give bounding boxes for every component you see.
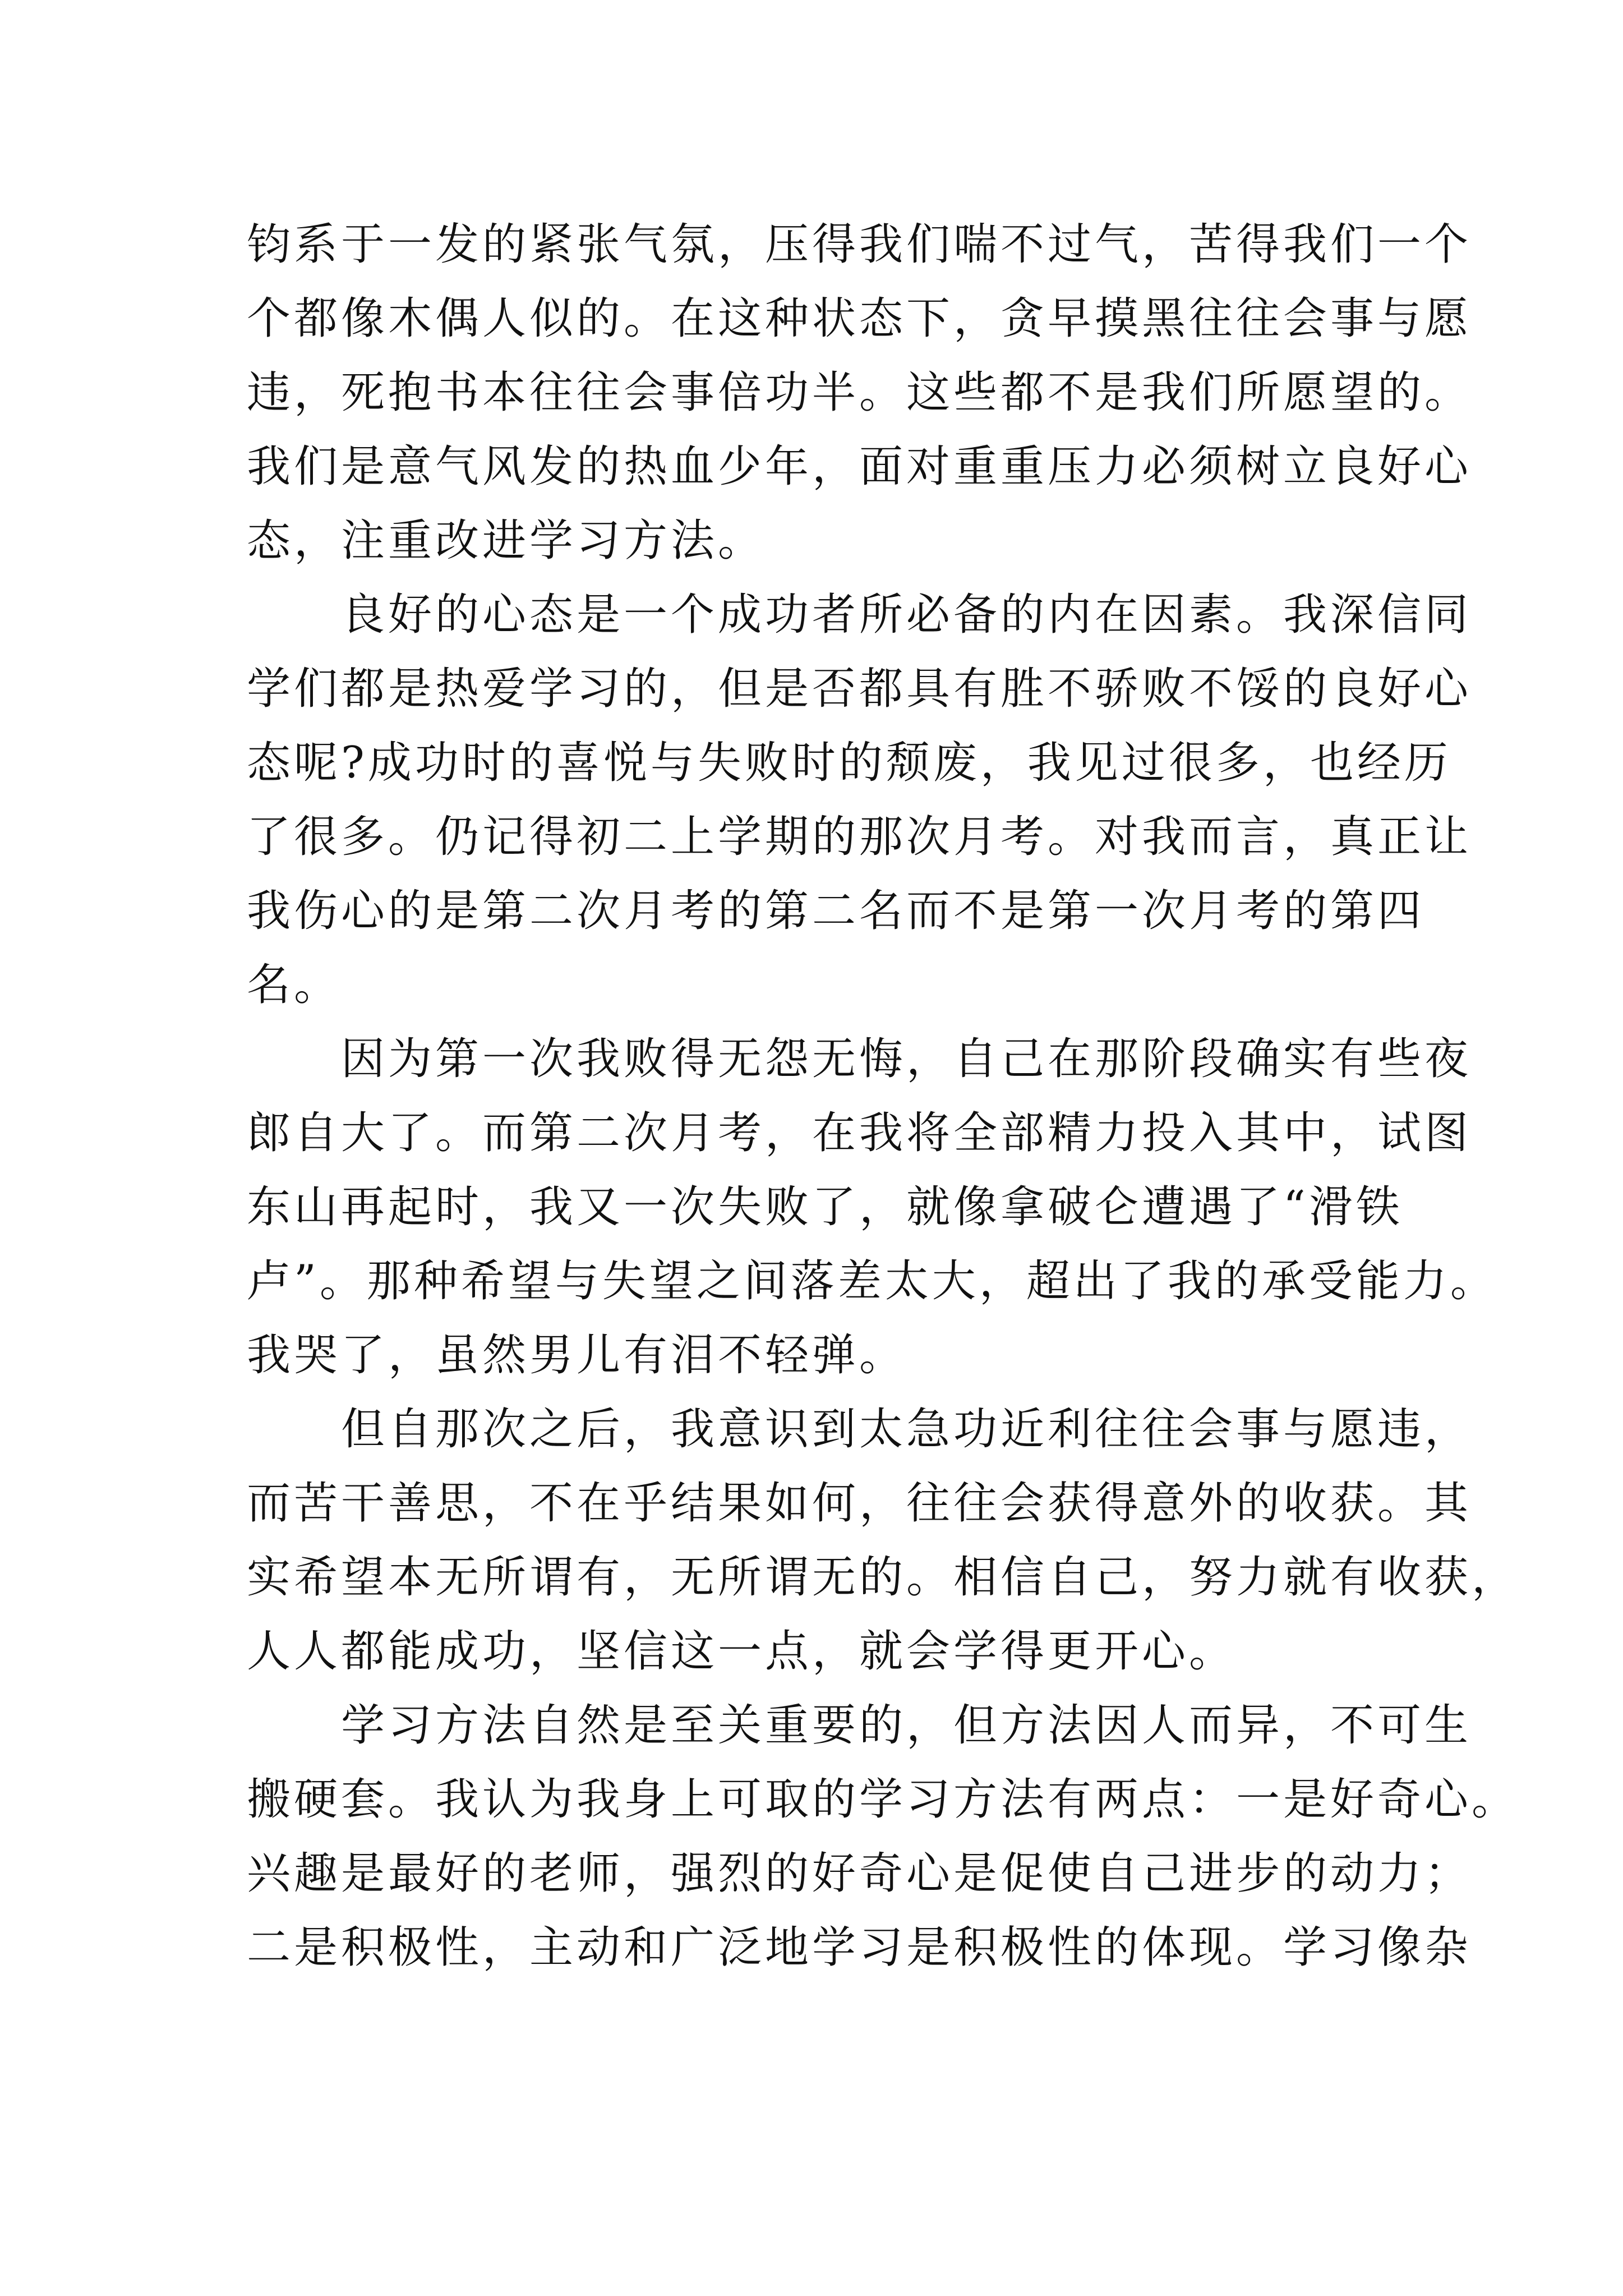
text-line: 态，注重改进学习方法。 — [247, 516, 766, 566]
text-line: 个都像木偶人似的。在这种状态下，贪早摸黑往往会事与愿 — [247, 293, 1472, 344]
text-line: 违，死抱书本往往会事倍功半。这些都不是我们所愿望的。 — [247, 367, 1472, 418]
text-line: 我伤心的是第二次月考的第二名而不是第一次月考的第四 — [247, 886, 1425, 936]
text-line: 而苦干善思，不在乎结果如何，往往会获得意外的收获。其 — [247, 1478, 1472, 1529]
text-line: 人人都能成功，坚信这一点，就会学得更开心。 — [247, 1626, 1237, 1677]
text-line: 二是积极性，主动和广泛地学习是积极性的体现。学习像杂 — [247, 1922, 1472, 1973]
text-line: 钧系于一发的紧张气氛，压得我们喘不过气，苦得我们一个 — [247, 219, 1472, 270]
text-line: 名。 — [247, 960, 342, 1010]
text-line: 卢”。那种希望与失望之间落差太大，超出了我的承受能力。 — [247, 1256, 1497, 1306]
text-line: 郎自大了。而第二次月考，在我将全部精力投入其中，试图 — [247, 1108, 1472, 1158]
text-line: 学习方法自然是至关重要的，但方法因人而异，不可生 — [247, 1700, 1472, 1751]
text-line: 良好的心态是一个成功者所必备的内在因素。我深信同 — [247, 590, 1472, 640]
text-line: 我们是意气风发的热血少年，面对重重压力必须树立良好心 — [247, 441, 1472, 492]
text-line: 兴趣是最好的老师，强烈的好奇心是促使自己进步的动力； — [247, 1848, 1472, 1899]
body-text — [247, 208, 1519, 1985]
text-line: 搬硬套。我认为我身上可取的学习方法有两点：一是好奇心。 — [247, 1774, 1519, 1825]
text-line: 了很多。仍记得初二上学期的那次月考。对我而言，真正让 — [247, 812, 1472, 862]
text-line: 态呢?成功时的喜悦与失败时的颓废，我见过很多，也经历 — [247, 738, 1451, 788]
text-line: 东山再起时，我又一次失败了，就像拿破仑遭遇了“滑铁 — [247, 1182, 1403, 1232]
text-line: 因为第一次我败得无怨无悔，自己在那阶段确实有些夜 — [247, 1034, 1472, 1084]
text-line: 我哭了，虽然男儿有泪不轻弹。 — [247, 1330, 907, 1381]
text-line: 学们都是热爱学习的，但是否都具有胜不骄败不馁的良好心 — [247, 664, 1472, 714]
text-line: 实希望本无所谓有，无所谓无的。相信自己，努力就有收获， — [247, 1552, 1519, 1603]
text-line: 但自那次之后，我意识到太急功近利往往会事与愿违， — [247, 1404, 1472, 1455]
